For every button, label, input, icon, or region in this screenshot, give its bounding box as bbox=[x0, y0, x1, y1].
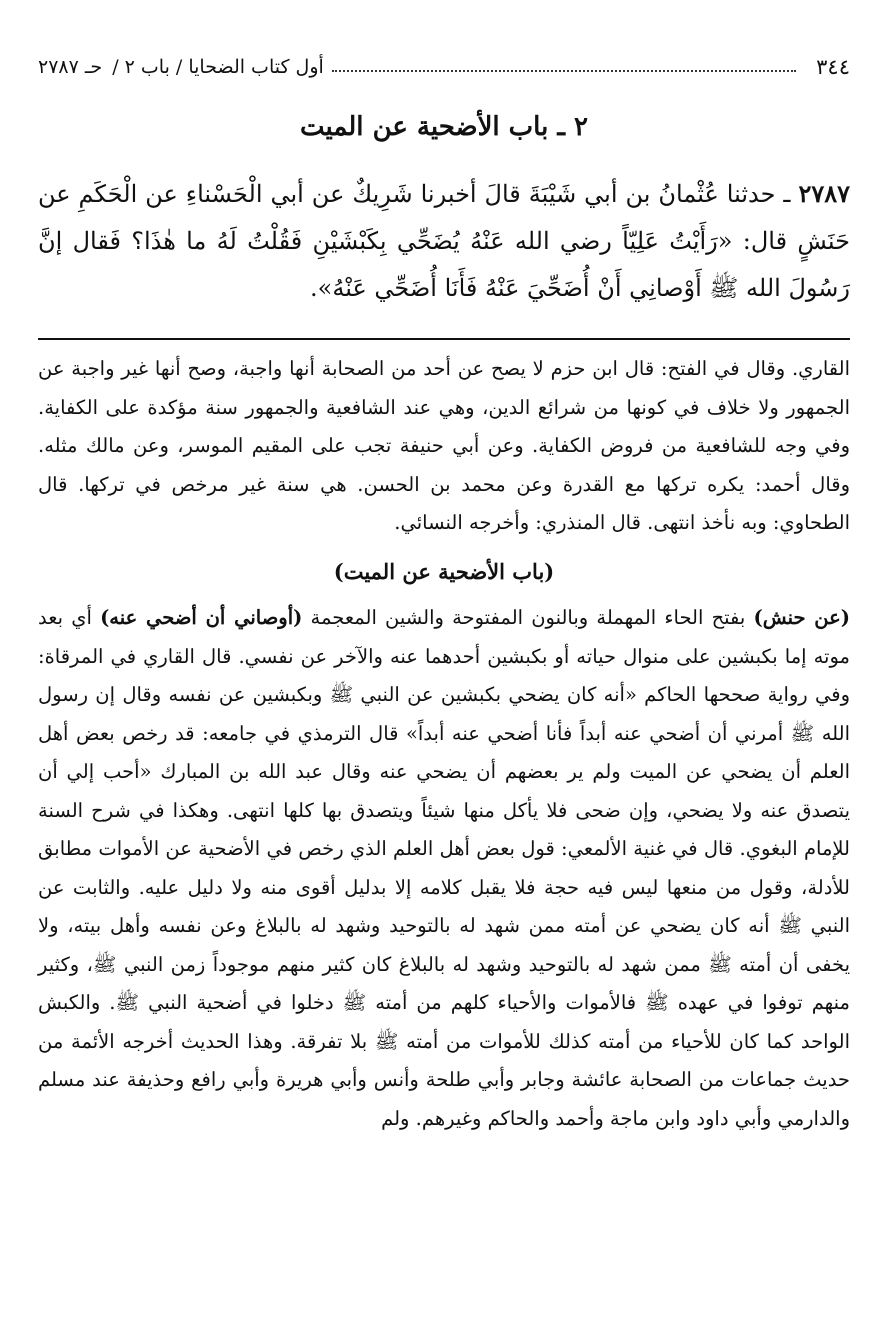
commentary-paragraph-explanation bbox=[38, 599, 850, 1138]
commentary-section-title: (باب الأضحية عن الميت) bbox=[333, 558, 555, 584]
hadith-text-block bbox=[38, 170, 850, 312]
lemma-awsani: (أوصاني أن أضحي عنه) bbox=[100, 606, 303, 629]
lemma-an-hanash: (عن حنش) bbox=[753, 606, 850, 629]
header-title: أول كتاب الضحايا / باب ٢ / bbox=[112, 56, 324, 78]
divider-line bbox=[38, 338, 850, 340]
running-header bbox=[38, 52, 850, 82]
commentary-text-2: أي بعد موته إما بكبشين على منوال حياته أو بكبشين أحدهما عنه والآخر عن نفسي. قال القاري في المرقاة: وفي رواية صححها الحاكم «أنه كان يضحي بكبشين عن النبي ﷺ وبكبشين عن نفسه وقال إن رسول الله ﷺ أمرني أن أضحي عنه أبداً فأنا أضحي عنه أبداً» قال الترمذي في جامعه: قد رخص بعض أهل العلم أن يضحي عن الميت ولم ير بعضهم أن يضحي عنه وقال عبد الله بن المبارك «أحب إلي أن يتصدق عنه ولا يضحي، وإن ضحى فلا يأكل منها شيئاً ويتصدق بها كلها انتهى. وهكذا في شرح السنة للإمام البغوي. قال في غنية الألمعي: قول بعض أهل العلم الذي رخص في الأضحية عن الأموات مطابق للأدلة، وقول من منعها ليس فيه حجة فلا يقبل كلامه إلا بدليل أقوى منه ولا دليل عليه. والثابت عن النبي ﷺ أنه كان يضحي عن أمته ممن شهد له بالتوحيد وشهد له بالبلاغ وعن نفسه وأهل بيته، ولا يخفى أن أمته ﷺ ممن شهد له بالتوحيد وشهد له بالبلاغ كان كثير منهم موجوداً زمن النبي ﷺ، وكثير منهم توفوا في عهده ﷺ فالأموات والأحياء كلهم من أمته ﷺ دخلوا في أضحية النبي ﷺ. والكبش الواحد كما كان للأحياء من أمته كذلك للأموات من أمته ﷺ بلا تفرقة. وهذا الحديث أخرجه الأئمة من حديث جماعات من الصحابة عائشة وجابر وأبي طلحة وأنس وأبي هريرة وأبي رافع وحذيفة عند مسلم والدارمي وأبي داود وابن ماجة وأحمد والحاكم وغيرهم. ولم bbox=[38, 606, 850, 1130]
chapter-title: ٢ ـ باب الأضحية عن الميت bbox=[299, 112, 589, 142]
hadith-number: ٢٧٨٧ bbox=[798, 179, 850, 208]
commentary-block bbox=[38, 350, 850, 1138]
hadith-text: ـ حدثنا عُثْمانُ بن أبي شَيْبَةَ قالَ أخبرنا شَرِيكٌ عن أبي الْحَسْناءِ عن الْحَكَمِ عن حَنَشٍ قال: «رَأَيْتُ عَلِيّاً رضي الله عَنْهُ يُضَحِّي بِكَبْشَيْنِ فَقُلْتُ لَهُ ما هٰذَا؟ فَقال إنَّ رَسُولَ الله ﷺ أَوْصانِي أَنْ أُضَحِّيَ عَنْهُ فَأَنَا أُضَحِّي عَنْهُ». bbox=[38, 180, 850, 302]
page bbox=[38, 0, 850, 1340]
header-hadith-ref: حـ ٢٧٨٧ bbox=[38, 56, 103, 78]
header-dot-leader bbox=[332, 70, 796, 72]
commentary-text-1: بفتح الحاء المهملة وبالنون المفتوحة والشين المعجمة bbox=[302, 606, 754, 629]
page-number: ٣٤٤ bbox=[816, 55, 850, 79]
commentary-paragraph: القاري. وقال في الفتح: قال ابن حزم لا يصح عن أحد من الصحابة أنها واجبة، وصح أنها غير واجبة عن الجمهور ولا خلاف في كونها من شرائع الدين، وهي عند الشافعية والجمهور سنة مؤكدة على الكفاية. وفي وجه للشافعية من فروض الكفاية. وعن أبي حنيفة تجب على المقيم الموسر، وعن مالك مثله. وقال أحمد: يكره تركها مع القدرة وعن محمد بن الحسن. هي سنة غير مرخص في تركها. قال الطحاوي: وبه نأخذ انتهى. قال المنذري: وأخرجه النسائي. bbox=[38, 357, 850, 534]
